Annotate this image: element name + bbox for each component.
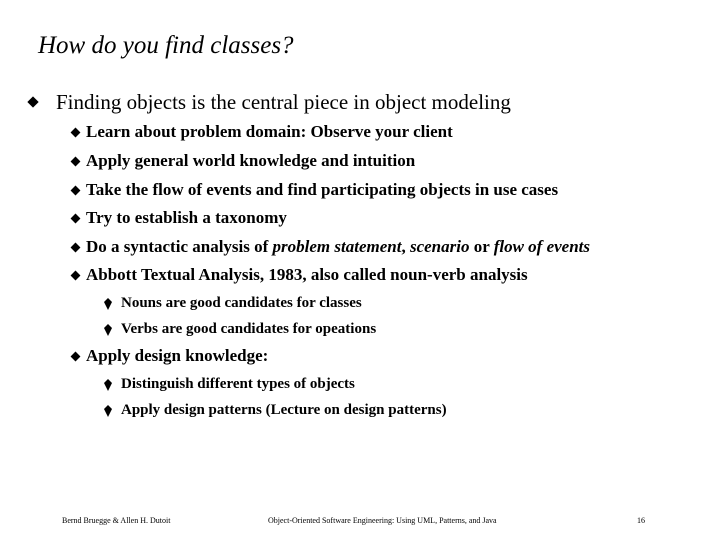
- separator: or: [469, 237, 494, 256]
- subpoint-verbs: Verbs are good candidates for opeations: [121, 321, 377, 337]
- diamond-bullet-icon: [71, 214, 81, 224]
- subpoint-object-types: Distinguish different types of objects: [121, 376, 355, 392]
- diamond-bullet-icon: [71, 157, 81, 167]
- arrow-bullet-icon: [104, 405, 112, 417]
- subpoint-nouns: Nouns are good candidates for classes: [121, 295, 362, 311]
- diamond-bullet-icon: [71, 243, 81, 253]
- footer-book-title: Object-Oriented Software Engineering: Using UML, Patterns, and Java: [268, 516, 497, 525]
- diamond-bullet-icon: [71, 271, 81, 281]
- separator: ,: [401, 237, 410, 256]
- page-number: 16: [637, 516, 645, 525]
- diamond-bullet-icon: [71, 186, 81, 196]
- point-flow-of-events: Take the flow of events and find participating objects in use cases: [86, 180, 559, 199]
- point-syntactic-analysis: [86, 236, 590, 258]
- point-taxonomy: Try to establish a taxonomy: [86, 208, 287, 227]
- footer-authors: Bernd Bruegge & Allen H. Dutoit: [62, 516, 171, 525]
- point-design-knowledge: Apply design knowledge:: [86, 346, 269, 365]
- syntactic-analysis-text: Do a syntactic analysis of: [86, 237, 273, 256]
- term-scenario: scenario: [409, 237, 470, 256]
- diamond-bullet-icon: [71, 352, 81, 362]
- term-problem-statement: problem statement: [272, 237, 402, 256]
- arrow-bullet-icon: [104, 324, 112, 336]
- diamond-bullet-icon: [27, 96, 38, 107]
- diamond-bullet-icon: [71, 128, 81, 138]
- point-abbott-analysis: Abbott Textual Analysis, 1983, also called noun-verb analysis: [86, 265, 528, 284]
- main-point: Finding objects is the central piece in object modeling: [56, 90, 511, 114]
- subpoint-design-patterns: Apply design patterns (Lecture on design patterns): [121, 402, 447, 418]
- term-flow-of-events: flow of events: [493, 237, 591, 256]
- arrow-bullet-icon: [104, 298, 112, 310]
- slide-title: How do you find classes?: [38, 32, 294, 59]
- arrow-bullet-icon: [104, 379, 112, 391]
- point-learn-domain: Learn about problem domain: Observe your client: [86, 122, 453, 141]
- point-world-knowledge: Apply general world knowledge and intuition: [86, 151, 416, 170]
